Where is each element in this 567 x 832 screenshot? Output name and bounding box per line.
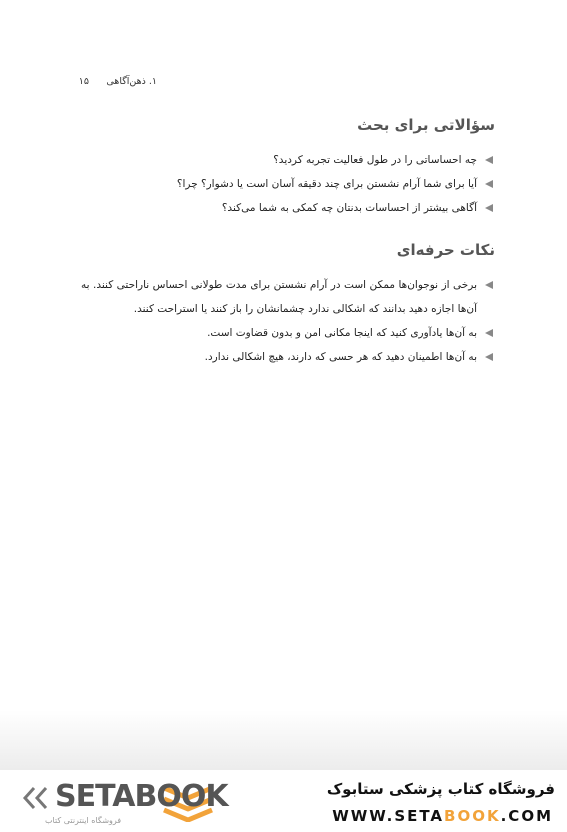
discussion-questions-list xyxy=(81,148,495,220)
section-title-discussion: سؤالاتی برای بحث xyxy=(357,116,495,134)
triangle-bullet-icon xyxy=(485,156,493,164)
list-item-text: آگاهی بیشتر از احساسات بدنتان چه کمکی به شما می‌کند؟ xyxy=(221,202,477,214)
page-number: ۱۵ xyxy=(78,76,89,87)
triangle-bullet-icon xyxy=(485,353,493,361)
running-head xyxy=(0,76,567,92)
double-chevron-icon xyxy=(22,786,50,810)
url-suffix: .COM xyxy=(500,807,553,825)
list-item xyxy=(81,321,495,345)
section-title-pro-tips: نکات حرفه‌ای xyxy=(396,241,495,259)
logo-subtitle: فروشگاه اینترنتی کتاب xyxy=(45,816,122,825)
chapter-title: ۱. ذهن‌آگاهی xyxy=(106,76,157,87)
list-item xyxy=(81,345,495,369)
pro-tips-list xyxy=(81,273,495,369)
list-item-text: چه احساساتی را در طول فعالیت تجربه کردید؟ xyxy=(273,154,477,166)
triangle-bullet-icon xyxy=(485,329,493,337)
url-highlight: BOOK xyxy=(444,807,501,825)
store-name: فروشگاه کتاب پزشکی ستابوک xyxy=(326,780,555,798)
store-url[interactable] xyxy=(332,807,553,825)
list-item xyxy=(81,148,495,172)
footer-shadow xyxy=(0,710,567,770)
list-item xyxy=(81,172,495,196)
triangle-bullet-icon xyxy=(485,180,493,188)
url-prefix: WWW.SETA xyxy=(332,807,445,825)
triangle-bullet-icon xyxy=(485,204,493,212)
list-item xyxy=(81,196,495,220)
logo-wordmark: SETABOOK xyxy=(55,779,228,814)
list-item-text: به آن‌ها یادآوری کنید که اینجا مکانی امن و بدون قضاوت است. xyxy=(207,327,477,339)
list-item xyxy=(81,273,495,321)
triangle-bullet-icon xyxy=(485,281,493,289)
list-item-text: به آن‌ها اطمینان دهید که هر حسی که دارند، هیچ اشکالی ندارد. xyxy=(204,351,477,363)
list-item-text: آیا برای شما آرام نشستن برای چند دقیقه آسان است یا دشوار؟ چرا؟ xyxy=(176,178,477,190)
store-banner[interactable] xyxy=(0,770,567,832)
list-item-text: برخی از نوجوان‌ها ممکن است در آرام نشستن برای مدت طولانی احساس ناراحتی کنند. به آن‌ها اجازه دهید بدانند که اشکالی ندارد چشمانشان را باز کنند یا استراحت کنند. xyxy=(81,279,477,315)
